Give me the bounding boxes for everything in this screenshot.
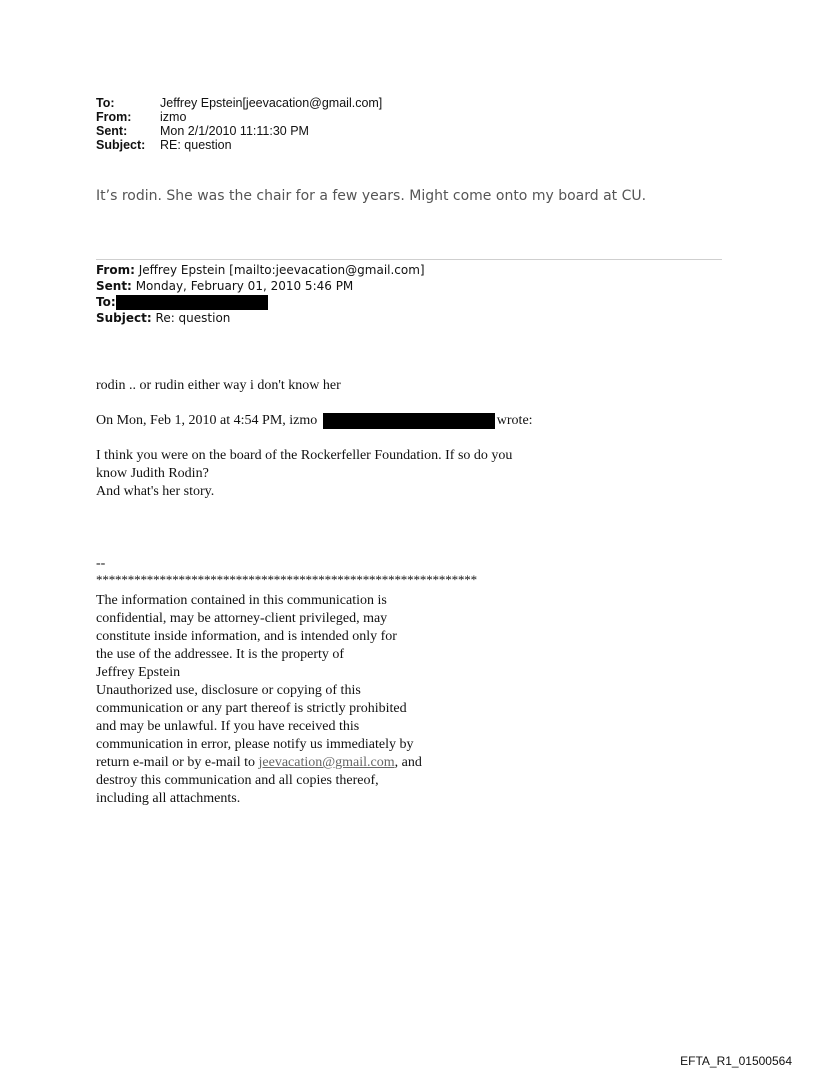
notice-line: The information contained in this communication is — [96, 593, 387, 608]
quoted-line: know Judith Rodin? — [96, 466, 209, 481]
message-line: rodin .. or rudin either way i don't know her — [96, 378, 341, 393]
subject-label: Subject: — [96, 138, 146, 152]
quote-prefix: On Mon, Feb 1, 2010 at 4:54 PM, izmo — [96, 413, 318, 428]
redaction-block — [116, 295, 268, 310]
fwd-subject-label: Subject: — [96, 311, 152, 325]
fwd-sent-row — [96, 278, 425, 294]
quoted-line: And what's her story. — [96, 484, 215, 499]
fwd-sent-label: Sent: — [96, 279, 132, 293]
fwd-sent-value: Monday, February 01, 2010 5:46 PM — [135, 279, 354, 293]
notice-line: including all attachments. — [96, 791, 241, 806]
email-link[interactable]: jeevacation@gmail.com — [258, 755, 395, 770]
notice-suffix: , and — [394, 755, 422, 770]
sent-label: Sent: — [96, 124, 128, 138]
notice-line: Unauthorized use, disclosure or copying of this — [96, 683, 361, 698]
fwd-subject-value: Re: question — [155, 311, 231, 325]
signature-stars: ************************************************************ — [96, 572, 478, 587]
quote-suffix: wrote: — [496, 413, 533, 428]
notice-line: communication or any part thereof is strictly prohibited — [96, 701, 407, 716]
forwarded-header — [96, 262, 425, 326]
from-value: izmo — [160, 110, 187, 124]
fwd-from-row — [96, 262, 425, 278]
subject-value: RE: question — [160, 138, 232, 152]
fwd-from-label: From: — [96, 263, 135, 277]
header-from-row — [96, 110, 382, 124]
divider — [96, 259, 722, 260]
signature-dashes: -- — [96, 556, 106, 571]
notice-line: Jeffrey Epstein — [96, 665, 181, 680]
fwd-to-row — [96, 294, 425, 310]
fwd-from-value: Jeffrey Epstein [mailto:jeevacation@gmail.com] — [138, 263, 425, 277]
from-label: From: — [96, 110, 132, 124]
notice-line-with-link — [96, 754, 422, 772]
fwd-to-label: To: — [96, 295, 116, 309]
redaction-block — [323, 413, 495, 429]
notice-line: and may be unlawful. If you have received this — [96, 719, 360, 734]
reply-body: It’s rodin. She was the chair for a few years. Might come onto my board at CU. — [96, 188, 647, 204]
fwd-subject-row — [96, 310, 425, 326]
notice-line: destroy this communication and all copies thereof, — [96, 773, 379, 788]
to-label: To: — [96, 96, 115, 110]
notice-line: communication in error, please notify us immediately by — [96, 737, 414, 752]
to-value: Jeffrey Epstein[jeevacation@gmail.com] — [160, 96, 383, 110]
quote-attribution — [96, 412, 533, 430]
notice-line: confidential, may be attorney-client privileged, may — [96, 611, 388, 626]
header-subject-row — [96, 138, 382, 152]
document-id: EFTA_R1_01500564 — [680, 1054, 792, 1068]
header-to-row — [96, 96, 382, 110]
email-header — [96, 96, 382, 152]
notice-line: the use of the addressee. It is the property of — [96, 647, 345, 662]
quoted-message — [96, 447, 512, 501]
notice-line: constitute inside information, and is intended only for — [96, 629, 397, 644]
quoted-line: I think you were on the board of the Rockerfeller Foundation. If so do you — [96, 448, 513, 463]
notice-prefix: return e-mail or by e-mail to — [96, 755, 259, 770]
confidentiality-notice — [96, 592, 422, 808]
header-sent-row — [96, 124, 382, 138]
sent-value: Mon 2/1/2010 11:11:30 PM — [160, 124, 309, 138]
